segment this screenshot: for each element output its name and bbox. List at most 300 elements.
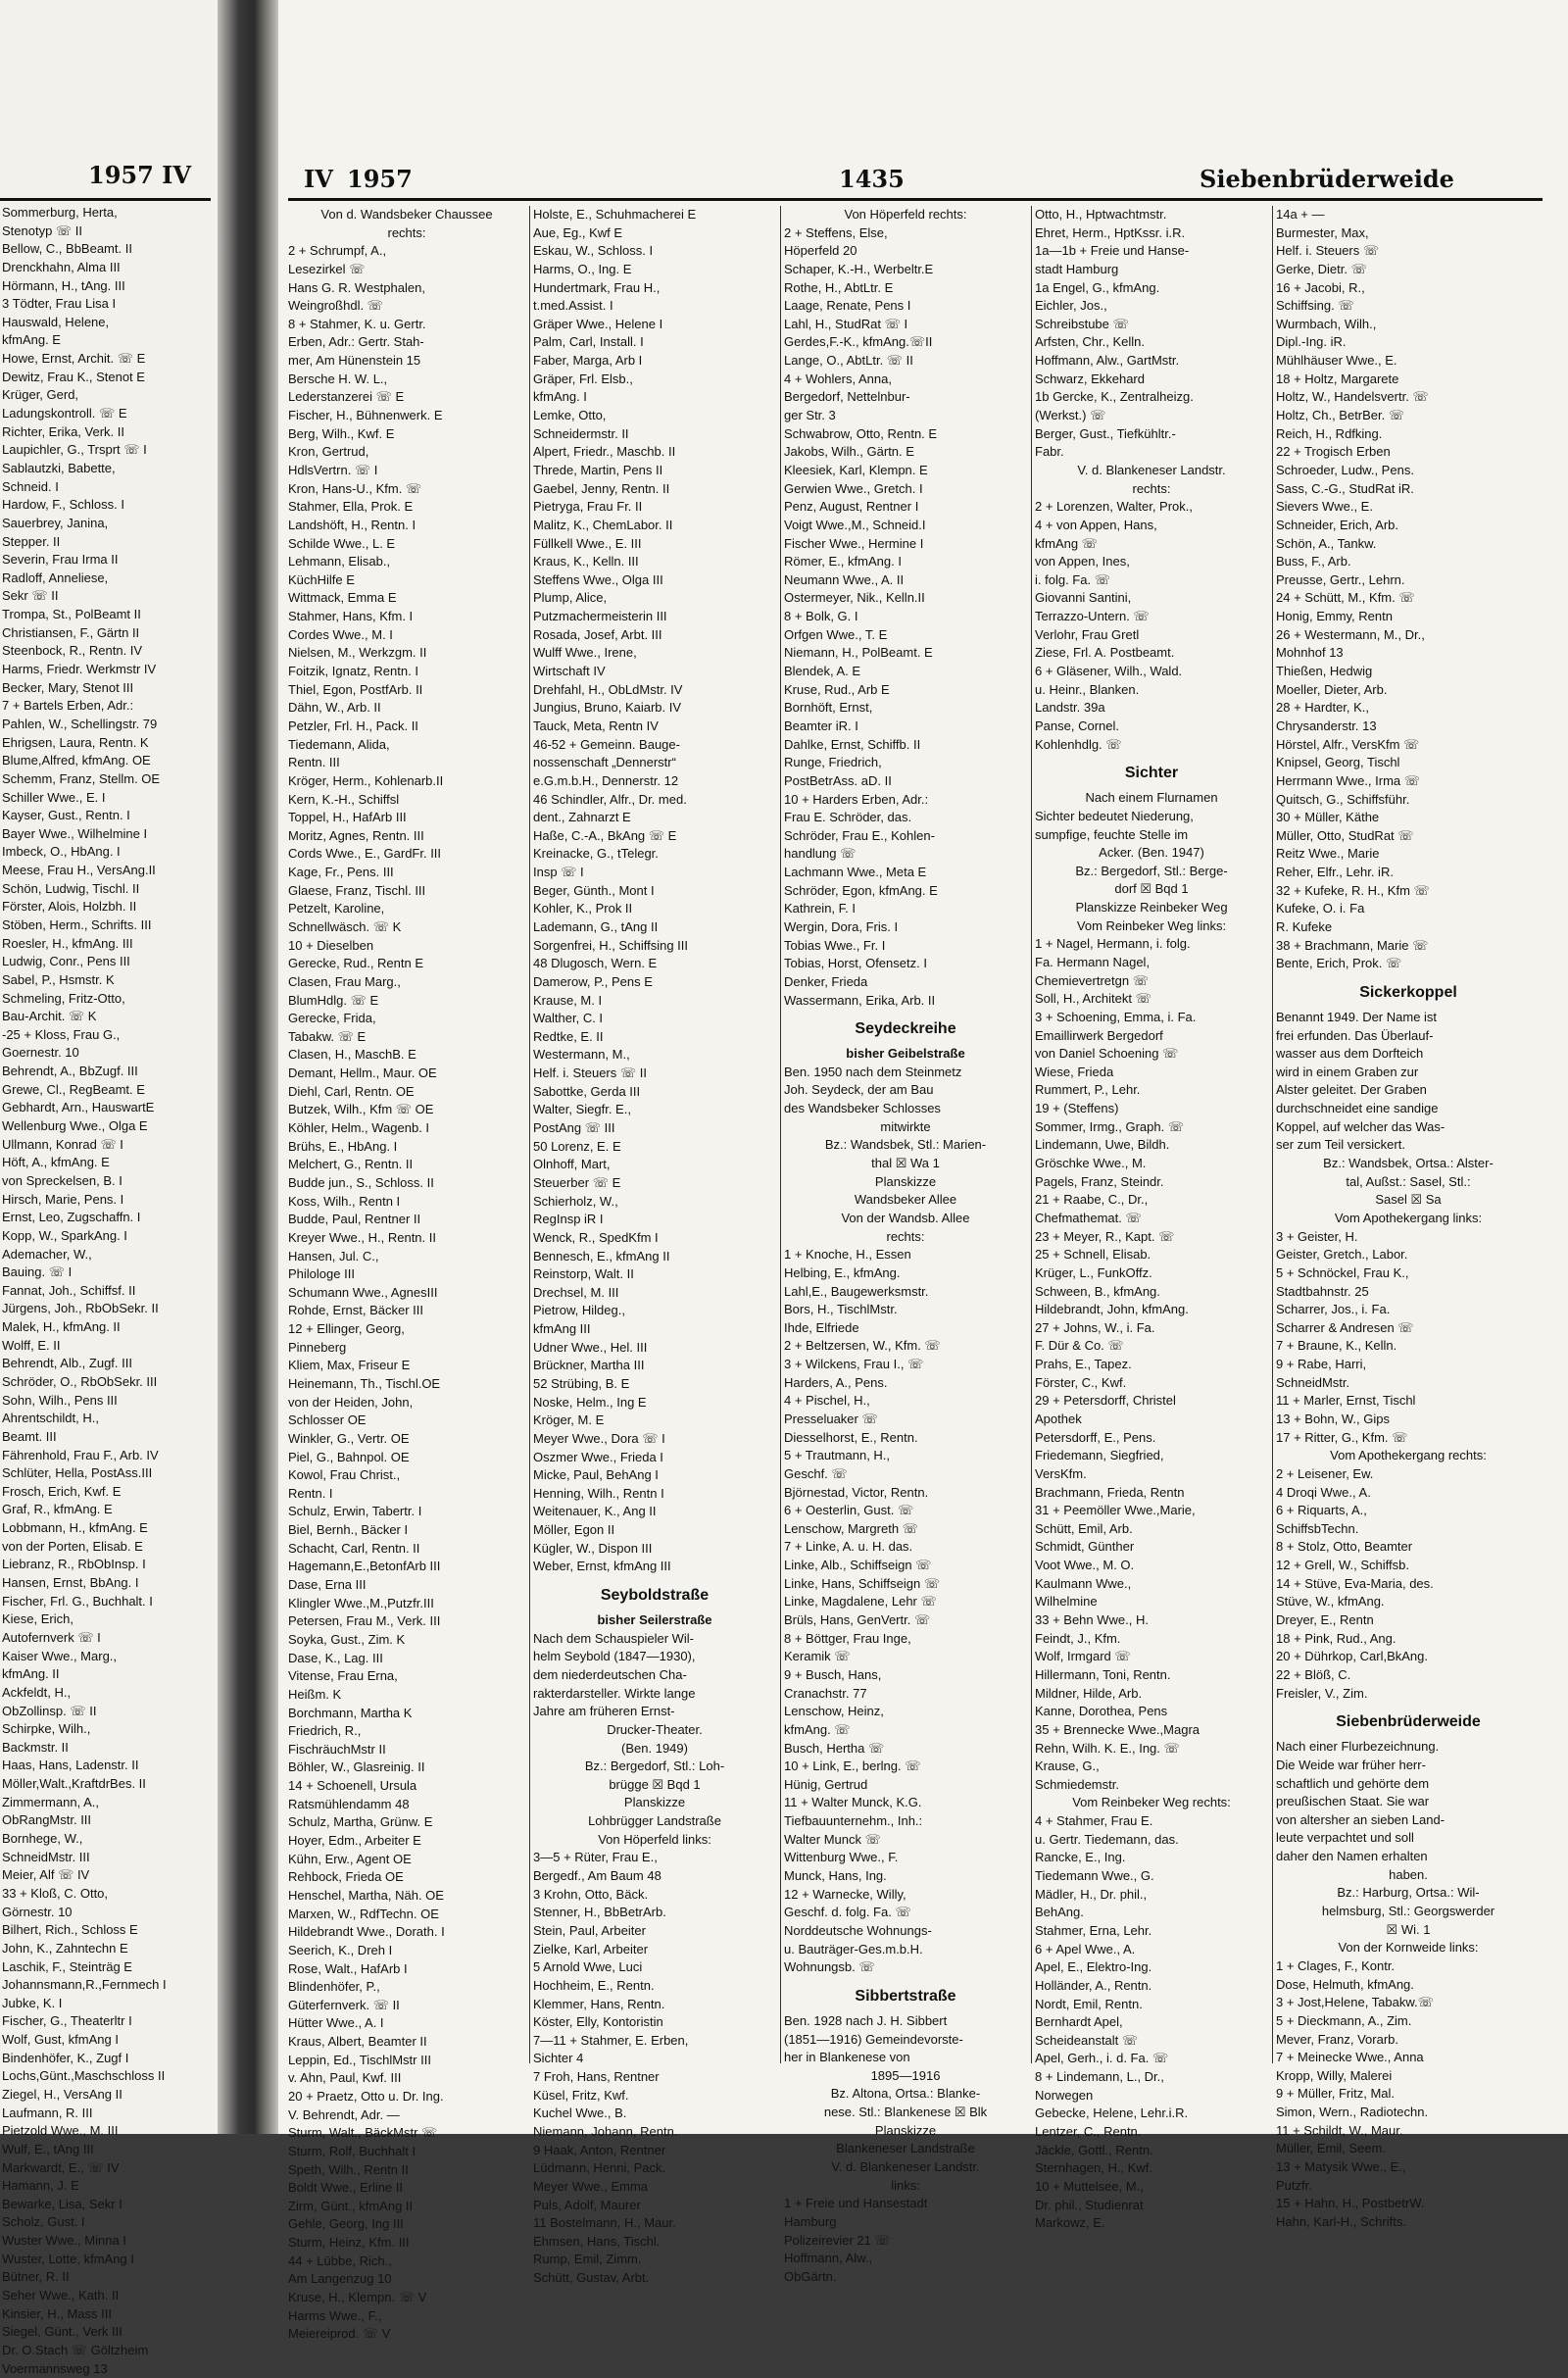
left-entry-line: Sablautzki, Babette, bbox=[2, 460, 116, 475]
left-entry-line: Ahrentschildt, H., bbox=[2, 1411, 99, 1426]
left-entry-line: kfmAng. E bbox=[2, 332, 61, 348]
entry-line: Heißm. K bbox=[288, 1686, 342, 1702]
entry-line: Meyer Wwe., Dora ☏ I bbox=[533, 1430, 665, 1446]
entry-line: 28 + Hardter, K., bbox=[1276, 700, 1370, 716]
entry-line: Laage, Renate, Pens I bbox=[784, 298, 911, 314]
entry-line: Preusse, Gertr., Lehrn. bbox=[1276, 571, 1405, 587]
entry-line: Geschf. ☏ bbox=[784, 1465, 848, 1481]
entry-line: Noske, Helm., Ing E bbox=[533, 1394, 647, 1410]
entry-line: Tiedemann, Alida, bbox=[288, 736, 390, 752]
entry-line: Stahmer, Erna, Lehr. bbox=[1035, 1922, 1152, 1938]
left-entry-line: Stöben, Herm., Schrifts. III bbox=[2, 917, 152, 932]
entry-line: Blindenhöfer, P., bbox=[288, 1979, 380, 1995]
left-entry-line: Schlüter, Hella, PostAss.III bbox=[2, 1465, 153, 1481]
entry-line: von Daniel Schoening ☏ bbox=[1035, 1046, 1179, 1062]
left-entry-line: Howe, Ernst, Archit. ☏ E bbox=[2, 351, 146, 367]
left-entry-line: 33 + Kloß, C. Otto, bbox=[2, 1885, 109, 1901]
entry-line: Buss, F., Arb. bbox=[1276, 554, 1351, 570]
entry-line: Nielsen, M., Werkzgm. II bbox=[288, 645, 427, 661]
entry-line: Lademann, G., tAng II bbox=[533, 918, 659, 934]
entry-line: 8 + Bolk, G. I bbox=[784, 609, 858, 624]
entry-line: Piel, G., Bahnpol. OE bbox=[288, 1449, 410, 1464]
entry-line: (Werkst.) ☏ bbox=[1035, 408, 1106, 423]
centered-note: Bz. Altona, Ortsa.: Blanke- bbox=[830, 2086, 981, 2102]
entry-line: Bernhardt Apel, bbox=[1035, 2014, 1123, 2030]
entry-line: Krause, M. I bbox=[533, 992, 603, 1008]
entry-line: 14a + — bbox=[1276, 207, 1325, 222]
entry-line: Damerow, P., Pens E bbox=[533, 973, 653, 989]
centered-note: Von Höperfeld rechts: bbox=[844, 207, 967, 222]
entry-line: Wiese, Frieda bbox=[1035, 1064, 1114, 1079]
entry-line: Helf. i. Steuers ☏ bbox=[1276, 243, 1380, 259]
entry-line: 23 + Meyer, R., Kapt. ☏ bbox=[1035, 1228, 1175, 1244]
left-entry-line: Meese, Frau H., VersAng.II bbox=[2, 863, 156, 878]
entry-line: Gräper, Frl. Elsb., bbox=[533, 371, 633, 386]
entry-line: Norwegen bbox=[1035, 2087, 1094, 2103]
left-entry-line: Ladungskontroll. ☏ E bbox=[2, 406, 127, 421]
entry-line: Lederstanzerei ☏ E bbox=[288, 389, 405, 405]
entry-line: ser zum Teil versickert. bbox=[1276, 1137, 1405, 1153]
entry-line: Jahre am früheren Ernst- bbox=[533, 1704, 675, 1719]
left-entry-line: Bornhege, W., bbox=[2, 1831, 83, 1847]
centered-note: Vom Apothekergang links: bbox=[1334, 1210, 1483, 1225]
entry-line: Boldt Wwe., Erline II bbox=[288, 2180, 404, 2196]
entry-line: Gerecke, Frida, bbox=[288, 1011, 376, 1026]
entry-line: Hildebrandt Wwe., Dorath. I bbox=[288, 1924, 445, 1940]
entry-line: i. folg. Fa. ☏ bbox=[1035, 571, 1110, 587]
entry-line: 9 Haak, Anton, Rentner bbox=[533, 2142, 666, 2157]
entry-line: Denker, Frieda bbox=[784, 973, 868, 989]
entry-line: Hundertmark, Frau H., bbox=[533, 279, 661, 295]
entry-line: Rentn. III bbox=[288, 755, 340, 770]
entry-line: Soyka, Gust., Zim. K bbox=[288, 1631, 406, 1647]
centered-note: Vom Apothekergang rechts: bbox=[1330, 1448, 1487, 1463]
left-entry-line: Wulf, E., tAng III bbox=[2, 2141, 94, 2156]
entry-line: FischräuchMstr II bbox=[288, 1741, 386, 1757]
entry-line: Soll, H., Architekt ☏ bbox=[1035, 991, 1152, 1007]
left-entry-line: Blume,Alfred, kfmAng. OE bbox=[2, 753, 151, 768]
entry-line: Knipsel, Georg, Tischl bbox=[1276, 755, 1400, 770]
entry-line: Schacht, Carl, Rentn. II bbox=[288, 1540, 420, 1556]
centered-note: Nach einem Flurnamen bbox=[1085, 790, 1218, 806]
entry-line: Zielke, Karl, Arbeiter bbox=[533, 1941, 649, 1957]
entry-line: Nordt, Emil, Rentn. bbox=[1035, 1996, 1143, 2011]
entry-line: Förster, C., Kwf. bbox=[1035, 1374, 1127, 1390]
left-entry-line: Kiese, Erich, bbox=[2, 1611, 74, 1627]
entry-line: Demant, Hellm., Maur. OE bbox=[288, 1065, 437, 1081]
entry-line: Tiedemann Wwe., G. bbox=[1035, 1868, 1154, 1884]
left-entry-line: SchneidMstr. III bbox=[2, 1849, 90, 1864]
entry-line: Faber, Marga, Arb I bbox=[533, 353, 643, 369]
entry-line: Petersdorff, E., Pens. bbox=[1035, 1429, 1156, 1445]
entry-line: Schwabrow, Otto, Rentn. E bbox=[784, 425, 938, 441]
entry-line: 4 + Stahmer, Frau E. bbox=[1035, 1813, 1153, 1829]
left-entry-line: Schmeling, Fritz-Otto, bbox=[2, 990, 125, 1006]
entry-line: Niemann, H., PolBeamt. E bbox=[784, 645, 933, 661]
left-entry-line: Schirpke, Wilh., bbox=[2, 1721, 91, 1737]
entry-line: 12 + Grell, W., Schiffsb. bbox=[1276, 1558, 1409, 1573]
entry-line: Scharrer & Andresen ☏ bbox=[1276, 1319, 1414, 1335]
entry-line: Alpert, Friedr., Maschb. II bbox=[533, 444, 676, 460]
left-entry-line: Sommerburg, Herta, bbox=[2, 205, 118, 220]
entry-line: 11 Bostelmann, H., Maur. bbox=[533, 2215, 676, 2231]
entry-line: Busch, Hertha ☏ bbox=[784, 1740, 885, 1756]
entry-line: Am Langenzug 10 bbox=[288, 2271, 392, 2287]
entry-line: 27 + Johns, W., i. Fa. bbox=[1035, 1319, 1155, 1335]
entry-line: 3 + Wilckens, Frau I., ☏ bbox=[784, 1357, 924, 1372]
entry-line: Hörstel, Alfr., VersKfm ☏ bbox=[1276, 736, 1420, 752]
entry-line: nossenschaft „Dennerstr“ bbox=[533, 755, 676, 770]
centered-note: rechts: bbox=[1132, 480, 1171, 496]
entry-line: 18 + Pink, Rud., Ang. bbox=[1276, 1630, 1396, 1646]
entry-line: Clasen, Frau Marg., bbox=[288, 973, 401, 989]
entry-line: dent., Zahnarzt E bbox=[533, 810, 631, 825]
entry-line: 1 + Freie und Hansestadt bbox=[784, 2196, 928, 2211]
entry-line: 14 + Schoenell, Ursula bbox=[288, 1778, 417, 1794]
street-title: Seydeckreihe bbox=[855, 1020, 956, 1038]
left-entry-line: von der Porten, Elisab. E bbox=[2, 1538, 143, 1554]
entry-line: wird in einem Graben zur bbox=[1276, 1064, 1419, 1079]
entry-line: Lachmann Wwe., Meta E bbox=[784, 865, 927, 880]
entry-line: 4 + Pischel, H., bbox=[784, 1393, 870, 1409]
left-entry-line: Malek, H., kfmAng. II bbox=[2, 1319, 121, 1335]
left-entry-line: Markwardt, E., ☏ IV bbox=[2, 2159, 120, 2175]
left-entry-line: Backmstr. II bbox=[2, 1739, 69, 1755]
entry-line: Dose, Helmuth, kfmAng. bbox=[1276, 1976, 1414, 1992]
entry-line: Drechsel, M. III bbox=[533, 1284, 619, 1300]
left-entry-line: Zimmermann, A., bbox=[2, 1794, 99, 1809]
entry-line: Sievers Wwe., E. bbox=[1276, 499, 1373, 515]
left-entry-line: Höft, A., kfmAng. E bbox=[2, 1155, 110, 1170]
entry-line: Schröder, Egon, kfmAng. E bbox=[784, 882, 938, 898]
entry-line: u. Heinr., Blanken. bbox=[1035, 681, 1140, 697]
entry-line: Stenner, H., BbBetrArb. bbox=[533, 1905, 666, 1920]
left-entry-line: Bewarke, Lisa, Sekr I bbox=[2, 2196, 122, 2211]
left-entry-line: Jürgens, Joh., RbObSekr. II bbox=[2, 1301, 159, 1316]
entry-line: Kruse, H., Klempn. ☏ V bbox=[288, 2290, 427, 2305]
left-entry-line: Bindenhöfer, K., Zugf I bbox=[2, 2050, 129, 2065]
entry-line: Helbing, E., kfmAng. bbox=[784, 1264, 901, 1280]
entry-line: Björnestad, Victor, Rentn. bbox=[784, 1484, 929, 1500]
entry-line: Reinstorp, Walt. II bbox=[533, 1266, 634, 1282]
entry-line: Brachmann, Frieda, Rentn bbox=[1035, 1484, 1185, 1500]
entry-line: Mildner, Hilde, Arb. bbox=[1035, 1685, 1143, 1701]
entry-line: Brückner, Martha III bbox=[533, 1358, 645, 1373]
entry-line: Petersen, Frau M., Verk. III bbox=[288, 1613, 441, 1629]
entry-line: Fabr. bbox=[1035, 444, 1064, 460]
centered-note: Vom Reinbeker Weg links: bbox=[1076, 917, 1227, 933]
entry-line: 7 + Linke, A. u. H. das. bbox=[784, 1539, 913, 1555]
left-entry-line: Hirsch, Marie, Pens. I bbox=[2, 1191, 124, 1207]
entry-line: Nach einer Flurbezeichnung. bbox=[1276, 1739, 1440, 1755]
entry-line: Pagels, Franz, Steindr. bbox=[1035, 1173, 1164, 1189]
street-header: Siebenbrüderweide bbox=[1200, 165, 1454, 193]
entry-line: Hansen, Jul. C., bbox=[288, 1248, 379, 1263]
entry-line: Müller, Emil, Seem. bbox=[1276, 2141, 1386, 2156]
entry-line: Ostermeyer, Nik., Kelln.II bbox=[784, 590, 925, 606]
entry-line: Friedemann, Siegfried, bbox=[1035, 1448, 1164, 1463]
entry-line: Ben. 1928 nach J. H. Sibbert bbox=[784, 2012, 948, 2028]
left-entry-line: Seher Wwe., Kath. II bbox=[2, 2288, 120, 2304]
left-entry-line: Bau-Archit. ☏ K bbox=[2, 1009, 97, 1024]
entry-line: Kügler, W., Dispon III bbox=[533, 1540, 653, 1556]
entry-line: Stadtbahnstr. 25 bbox=[1276, 1283, 1369, 1299]
entry-line: kfmAng III bbox=[533, 1321, 591, 1337]
entry-line: 26 + Westermann, M., Dr., bbox=[1276, 626, 1425, 642]
entry-line: Berg, Wilh., Kwf. E bbox=[288, 425, 395, 441]
entry-line: Rosada, Josef, Arbt. III bbox=[533, 626, 662, 642]
entry-line: Dase, K., Lag. III bbox=[288, 1650, 383, 1665]
entry-line: Harms Wwe., F., bbox=[288, 2307, 382, 2323]
entry-line: 8 + Lindemann, L., Dr., bbox=[1035, 2069, 1164, 2085]
entry-line: Speth, Wilh., Rentn II bbox=[288, 2161, 409, 2177]
entry-line: 25 + Schnell, Elisab. bbox=[1035, 1247, 1152, 1263]
entry-line: Budde, Paul, Rentner II bbox=[288, 1212, 421, 1227]
left-entry-line: Schemm, Franz, Stellm. OE bbox=[2, 770, 161, 786]
left-entry-line: Möller,Walt.,KraftdrBes. II bbox=[2, 1776, 146, 1792]
entry-line: 10 + Harders Erben, Adr.: bbox=[784, 791, 929, 807]
column-1 bbox=[288, 206, 525, 2344]
entry-line: Rehn, Wilh. K. E., Ing. ☏ bbox=[1035, 1740, 1180, 1756]
centered-note: Acker. (Ben. 1947) bbox=[1099, 845, 1204, 861]
left-page-column bbox=[2, 204, 212, 2378]
entry-line: Höperfeld 20 bbox=[784, 243, 858, 259]
entry-line: Lesezirkel ☏ bbox=[288, 261, 366, 276]
entry-line: Olnhoff, Mart, bbox=[533, 1157, 611, 1172]
entry-line: Die Weide war früher herr- bbox=[1276, 1757, 1426, 1772]
entry-line: rakterdarsteller. Wirkte lange bbox=[533, 1685, 696, 1701]
entry-line: 1 + Knoche, H., Essen bbox=[784, 1247, 911, 1263]
entry-line: 38 + Brachmann, Marie ☏ bbox=[1276, 937, 1429, 953]
entry-line: Pietrow, Hildeg., bbox=[533, 1303, 625, 1318]
entry-line: 20 + Dührkop, Carl,BkAng. bbox=[1276, 1649, 1428, 1664]
centered-note: Planskizze bbox=[874, 1173, 937, 1189]
entry-line: Bergedorf, Nettelnbur- bbox=[784, 389, 910, 405]
entry-line: Chemievertretgn ☏ bbox=[1035, 972, 1149, 988]
entry-line: Hagemann,E.,BetonfArb III bbox=[288, 1559, 441, 1574]
centered-note: Planskizze bbox=[874, 2122, 937, 2138]
entry-line: Hillermann, Toni, Rentn. bbox=[1035, 1666, 1171, 1682]
entry-line: Rose, Walt., HafArb I bbox=[288, 1960, 408, 1976]
entry-line: Schreibstube ☏ bbox=[1035, 316, 1129, 331]
entry-line: Lentzer, C., Rentn. bbox=[1035, 2123, 1142, 2139]
entry-line: Fischer Wwe., Hermine I bbox=[784, 535, 924, 551]
entry-line: 3—5 + Rüter, Frau E., bbox=[533, 1850, 658, 1865]
entry-line: frei erfunden. Das Überlauf- bbox=[1276, 1027, 1434, 1043]
entry-line: 52 Strübing, B. E bbox=[533, 1376, 630, 1391]
entry-line: Threde, Martin, Pens II bbox=[533, 462, 663, 477]
entry-line: F. Dür & Co. ☏ bbox=[1035, 1338, 1124, 1354]
entry-line: Kufeke, O. i. Fa bbox=[1276, 901, 1365, 917]
entry-line: Kleesiek, Karl, Klempn. E bbox=[784, 462, 928, 477]
left-entry-line: Becker, Mary, Stenot III bbox=[2, 679, 134, 695]
entry-line: Bornhöft, Ernst, bbox=[784, 700, 873, 716]
entry-line: 7 + Braune, K., Kelln. bbox=[1276, 1338, 1397, 1354]
entry-line: schaftlich und gehörte dem bbox=[1276, 1775, 1430, 1791]
entry-line: 14 + Stüve, Eva-Maria, des. bbox=[1276, 1575, 1434, 1591]
entry-line: Wittmack, Emma E bbox=[288, 590, 397, 606]
entry-line: Helf. i. Steuers ☏ II bbox=[533, 1065, 647, 1081]
centered-note: Drucker-Theater. bbox=[607, 1721, 703, 1737]
left-entry-line: Ludwig, Conr., Pens III bbox=[2, 954, 130, 969]
entry-line: Klingler Wwe.,M.,Putzfr.III bbox=[288, 1595, 434, 1610]
entry-line: 9 + Müller, Fritz, Mal. bbox=[1276, 2086, 1395, 2102]
entry-line: Sichter 4 bbox=[533, 2051, 584, 2066]
left-entry-line: Radloff, Anneliese, bbox=[2, 570, 109, 585]
entry-line: Hochheim, E., Rentn. bbox=[533, 1977, 655, 1993]
left-entry-line: Bilhert, Rich., Schloss E bbox=[2, 1922, 138, 1938]
entry-line: Benannt 1949. Der Name ist bbox=[1276, 1009, 1438, 1024]
entry-line: Schneidermstr. II bbox=[533, 425, 629, 441]
entry-line: Holtz, Ch., BetrBer. ☏ bbox=[1276, 408, 1405, 423]
entry-line: Sichter bedeutet Niederung, bbox=[1035, 808, 1194, 823]
entry-line: preußischen Staat. Sie war bbox=[1276, 1794, 1430, 1809]
entry-line: Klemmer, Hans, Rentn. bbox=[533, 1996, 665, 2011]
entry-line: 19 + (Steffens) bbox=[1035, 1101, 1119, 1116]
left-entry-line: Ernst, Leo, Zugschaffn. I bbox=[2, 1210, 141, 1225]
entry-line: Gräper Wwe., Helene I bbox=[533, 316, 663, 331]
entry-line: Malitz, K., ChemLabor. II bbox=[533, 517, 673, 532]
entry-line: Stein, Paul, Arbeiter bbox=[533, 1922, 646, 1938]
entry-line: 8 + Stahmer, K. u. Gertr. bbox=[288, 316, 426, 331]
entry-line: 3 + Geister, H. bbox=[1276, 1228, 1358, 1244]
entry-line: (1851—1916) Gemeindevorste- bbox=[784, 2031, 963, 2047]
left-entry-line: Kopp, W., SparkAng. I bbox=[2, 1227, 127, 1243]
entry-line: Eichler, Jos., bbox=[1035, 298, 1107, 314]
left-entry-line: Wuster Wwe., Minna I bbox=[2, 2233, 126, 2249]
entry-line: Gröschke Wwe., M. bbox=[1035, 1156, 1147, 1171]
entry-line: e.G.m.b.H., Dennerstr. 12 bbox=[533, 772, 679, 788]
entry-line: Steffens Wwe., Olga III bbox=[533, 571, 663, 587]
left-entry-line: Ziegel, H., VersAng II bbox=[2, 2086, 122, 2102]
entry-line: Henning, Wilh., Rentn I bbox=[533, 1485, 664, 1501]
entry-line: Kreyer Wwe., H., Rentn. II bbox=[288, 1229, 436, 1245]
entry-line: Hoffmann, Alw., bbox=[784, 2251, 873, 2266]
entry-line: Kraus, K., Kelln. III bbox=[533, 554, 639, 570]
left-entry-line: Meier, Alf ☏ IV bbox=[2, 1867, 90, 1883]
entry-line: 1a—1b + Freie und Hanse- bbox=[1035, 243, 1190, 259]
entry-line: Rummert, P., Lehr. bbox=[1035, 1082, 1141, 1098]
centered-note: Wandsbeker Allee bbox=[854, 1192, 957, 1208]
right-page bbox=[278, 0, 1568, 2342]
entry-line: 5 Arnold Wwe, Luci bbox=[533, 1959, 643, 1975]
entry-line: Wirtschaft IV bbox=[533, 664, 606, 679]
entry-line: 10 + Link, E., berlng. ☏ bbox=[784, 1759, 921, 1774]
entry-line: Apel, Gerh., i. d. Fa. ☏ bbox=[1035, 2051, 1169, 2066]
left-entry-line: Wolff, E. II bbox=[2, 1337, 61, 1353]
centered-note: nese. Stl.: Blankenese ☒ Blk bbox=[823, 2105, 988, 2120]
entry-line: 6 + Gläsener, Wilh., Wald. bbox=[1035, 664, 1183, 679]
entry-line: 12 + Ellinger, Georg, bbox=[288, 1321, 405, 1337]
left-entry-line: Schröder, O., RbObSekr. III bbox=[2, 1374, 158, 1389]
entry-line: Sommer, Irmg., Graph. ☏ bbox=[1035, 1118, 1185, 1134]
left-entry-line: Laufmann, R. III bbox=[2, 2105, 93, 2120]
entry-line: kfmAng. ☏ bbox=[784, 1721, 851, 1737]
entry-line: 2 + Beltzersen, W., Kfm. ☏ bbox=[784, 1338, 941, 1354]
entry-line: Markowz, E. bbox=[1035, 2215, 1105, 2231]
entry-line: Tiefbauunternehm., Inh.: bbox=[784, 1813, 923, 1829]
left-entry-line: Fannat, Joh., Schiffsf. II bbox=[2, 1282, 136, 1298]
entry-line: 4 + von Appen, Hans, bbox=[1035, 517, 1157, 532]
entry-line: 15 + Hahn, H., PostbetrW. bbox=[1276, 2196, 1425, 2211]
centered-note: Bz.: Bergedorf, Stl.: Loh- bbox=[584, 1759, 725, 1774]
entry-line: Keramik ☏ bbox=[784, 1649, 851, 1664]
entry-line: Schneider, Erich, Arb. bbox=[1276, 517, 1399, 532]
left-entry-line: Kaiser Wwe., Marg., bbox=[2, 1648, 118, 1663]
entry-line: 32 + Kufeke, R. H., Kfm ☏ bbox=[1276, 882, 1430, 898]
entry-line: Diesselhorst, E., Rentn. bbox=[784, 1429, 918, 1445]
left-entry-line: Bauing. ☏ I bbox=[2, 1264, 73, 1280]
centered-note: Von der Wandsb. Allee bbox=[841, 1210, 970, 1225]
entry-line: Lindemann, Uwe, Bildh. bbox=[1035, 1137, 1170, 1153]
entry-line: Lange, O., AbtLtr. ☏ II bbox=[784, 353, 913, 369]
entry-line: 8 + Stolz, Otto, Beamter bbox=[1276, 1539, 1413, 1555]
entry-line: Redtke, E. II bbox=[533, 1028, 604, 1044]
entry-line: Kron, Hans-U., Kfm. ☏ bbox=[288, 480, 422, 496]
entry-line: Aue, Eg., Kwf E bbox=[533, 224, 623, 240]
entry-line: Bente, Erich, Prok. ☏ bbox=[1276, 956, 1402, 971]
entry-line: Wulff Wwe., Irene, bbox=[533, 645, 637, 661]
left-entry-line: Ullmann, Konrad ☏ I bbox=[2, 1136, 123, 1152]
entry-line: Stahmer, Ella, Prok. E bbox=[288, 499, 414, 515]
left-entry-line: Sauerbrey, Janina, bbox=[2, 515, 109, 530]
entry-line: Füllkell Wwe., E. III bbox=[533, 535, 642, 551]
column-divider bbox=[780, 206, 781, 2063]
left-entry-line: John, K., Zahntechn E bbox=[2, 1940, 128, 1956]
entry-line: Brüls, Hans, GenVertr. ☏ bbox=[784, 1612, 931, 1628]
entry-line: des Wandsbeker Schlosses bbox=[784, 1101, 941, 1116]
entry-line: Biel, Bernh., Bäcker I bbox=[288, 1522, 409, 1538]
left-entry-line: Autofernverk ☏ I bbox=[2, 1629, 101, 1645]
entry-line: Berger, Gust., Tiefkühltr.- bbox=[1035, 425, 1176, 441]
entry-line: helm Seybold (1847—1930), bbox=[533, 1649, 696, 1664]
entry-line: Schön, A., Tankw. bbox=[1276, 535, 1377, 551]
entry-line: Fa. Hermann Nagel, bbox=[1035, 954, 1151, 969]
entry-line: Ben. 1950 nach dem Steinmetz bbox=[784, 1064, 962, 1079]
left-entry-line: Richter, Erika, Verk. II bbox=[2, 423, 124, 439]
entry-line: Apothek bbox=[1035, 1412, 1082, 1426]
left-entry-line: Dewitz, Frau K., Stenot E bbox=[2, 369, 145, 384]
left-entry-line: Sabel, P., Hsmstr. K bbox=[2, 971, 115, 987]
entry-line: Giovanni Santini, bbox=[1035, 590, 1132, 606]
entry-line: 13 + Bohn, W., Gips bbox=[1276, 1412, 1390, 1426]
entry-line: Krause, G., bbox=[1035, 1759, 1100, 1774]
entry-line: VersKfm. bbox=[1035, 1465, 1087, 1481]
entry-line: R. Kufeke bbox=[1276, 918, 1333, 934]
entry-line: durchschneidet eine sandige bbox=[1276, 1101, 1439, 1116]
entry-line: Moritz, Agnes, Rentn. III bbox=[288, 827, 424, 843]
entry-line: Bergedf., Am Baum 48 bbox=[533, 1868, 662, 1884]
left-entry-line: Fischer, Frl. G., Buchhalt. I bbox=[2, 1593, 153, 1609]
entry-line: 6 + Oesterlin, Gust. ☏ bbox=[784, 1503, 914, 1518]
entry-line: Munck, Hans, Ing. bbox=[784, 1868, 887, 1884]
entry-line: Cords Wwe., E., GardFr. III bbox=[288, 846, 442, 862]
entry-line: Schnellwäsch. ☏ K bbox=[288, 918, 402, 934]
entry-line: Blendek, A. E bbox=[784, 664, 861, 679]
entry-line: Toppel, H., HafArb III bbox=[288, 810, 407, 825]
left-entry-line: Pahlen, W., Schellingstr. 79 bbox=[2, 716, 158, 731]
entry-line: Kohlenhdlg. ☏ bbox=[1035, 736, 1122, 752]
entry-line: Quitsch, G., Schiffsführ. bbox=[1276, 791, 1410, 807]
entry-line: mer, Am Hünenstein 15 bbox=[288, 353, 421, 369]
entry-line: 5 + Trautmann, H., bbox=[784, 1448, 891, 1463]
left-entry-line: Liebranz, R., RbObInsp. I bbox=[2, 1557, 146, 1572]
left-entry-line: Ehrigsen, Laura, Rentn. K bbox=[2, 734, 149, 750]
entry-line: Frau E. Schröder, das. bbox=[784, 810, 912, 825]
entry-line: Gaebel, Jenny, Rentn. II bbox=[533, 480, 670, 496]
entry-line: Harms, O., Ing. E bbox=[533, 261, 632, 276]
centered-note: (Ben. 1949) bbox=[621, 1740, 688, 1756]
